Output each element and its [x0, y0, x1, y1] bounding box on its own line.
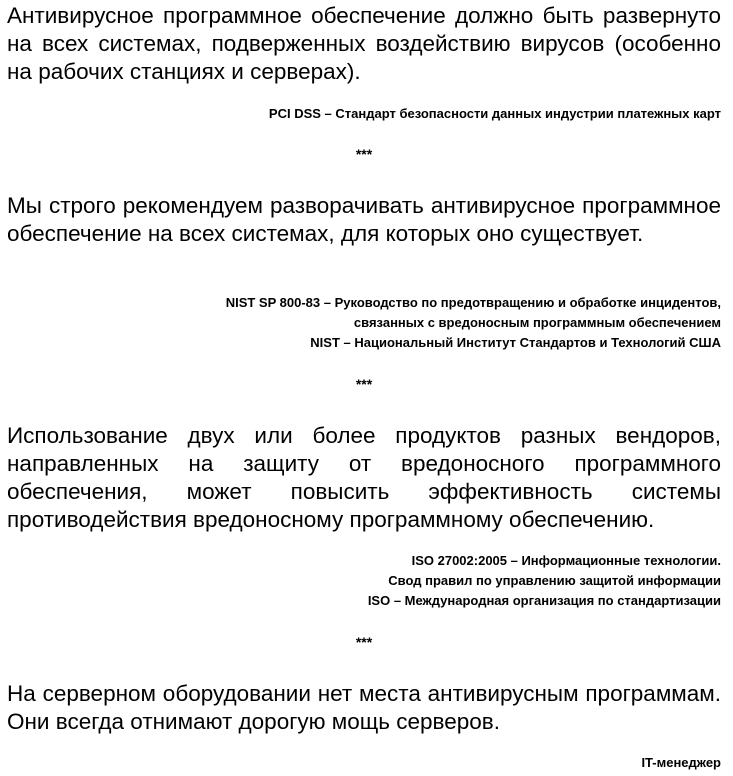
source-line: связанных с вредоносным программным обеспечением: [353, 315, 721, 330]
quote-source-nist: [7, 293, 721, 353]
source-line: ISO 27002:2005 – Информационные технологии.: [411, 553, 721, 568]
source-line: NIST SP 800-83 – Руководство по предотвращению и обработке инцидентов,: [225, 295, 721, 310]
quote-pci-dss: Антивирусное программное обеспечение должно быть развернуто на всех системах, подверженных воздействию вирусов (особенно на рабочих станциях и серверах).: [7, 3, 721, 84]
quote-source-iso: [7, 551, 721, 611]
section-separator: ***: [355, 634, 373, 650]
source-line: NIST – Национальный Институт Стандартов и Технологий США: [310, 335, 721, 350]
source-line: Свод правил по управлению защитой информации: [388, 573, 721, 588]
source-line: ISO – Международная организация по стандартизации: [367, 593, 721, 608]
source-line: PCI DSS – Стандарт безопасности данных индустрии платежных карт: [268, 106, 721, 121]
quote-it-manager: На серверном оборудовании нет места антивирусным программам. Они всегда отнимают дорогую мощь серверов.: [7, 681, 721, 734]
section-separator: ***: [355, 146, 373, 162]
quote-source-it-manager: [7, 753, 721, 773]
quote-nist: Мы строго рекомендуем разворачивать антивирусное программное обеспечение на всех системах, для которых оно существует.: [7, 193, 721, 246]
source-line: IT-менеджер: [641, 755, 721, 770]
section-separator: ***: [355, 376, 373, 392]
quote-iso: Использование двух или более продуктов разных вендоров, направленных на защиту от вредоносного программного обеспечения, может повысить эффективность системы противодействия вредоносному программному обеспечению.: [7, 423, 721, 532]
quote-source-pci-dss: [7, 104, 721, 124]
